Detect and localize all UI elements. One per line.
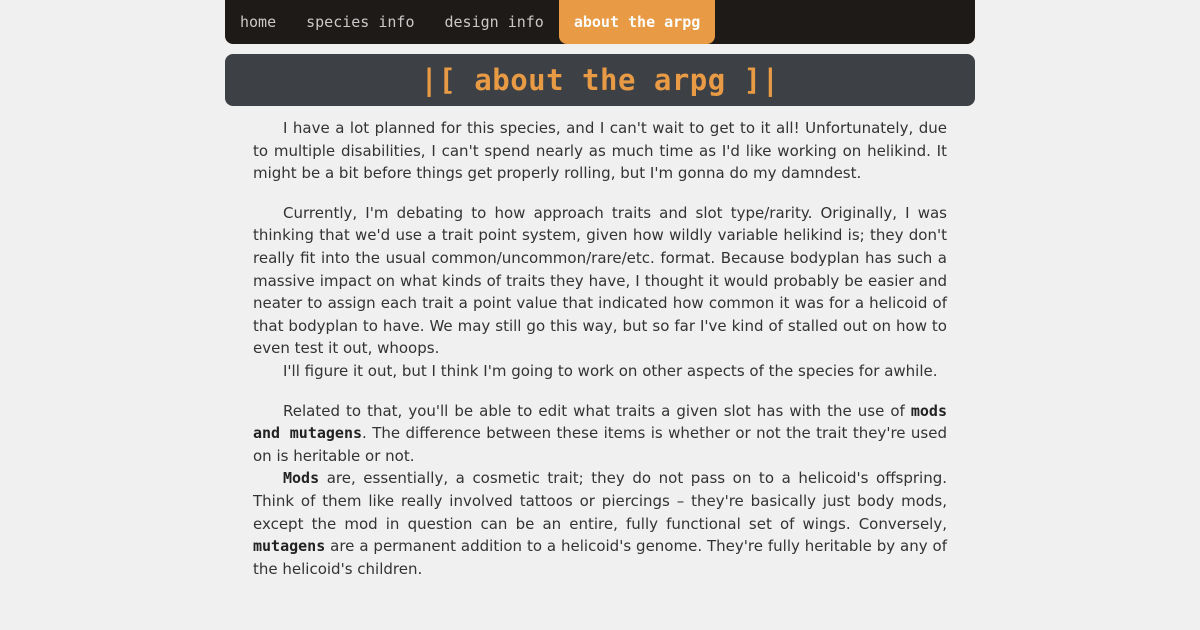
paragraph-text: are, essentially, a cosmetic trait; they do not pass on to a helicoid's offspring. Think of them like really involved tattoos or piercings – they're basically just body mods, except the mod in question can be an entire, fully functional set of wings. Conversely,	[253, 469, 947, 533]
paragraph	[253, 467, 947, 580]
nav-about-arpg-link[interactable]: about the arpg	[559, 0, 715, 44]
mods-term: Mods	[283, 469, 320, 488]
paragraph-text: Related to that, you'll be able to edit what traits a given slot has with the use of	[283, 401, 911, 420]
paragraph	[253, 400, 947, 468]
paragraph-text: are a permanent addition to a helicoid's genome. They're fully heritable by any of the helicoid's children.	[253, 537, 947, 578]
paragraph-text: . The difference between these items is whether or not the trait they're used on is heritable or not.	[253, 424, 947, 465]
page-wrapper	[225, 0, 975, 597]
paragraph-text: Currently, I'm debating to how approach traits and slot type/rarity. Originally, I was thinking that we'd use a trait point system, given how wildly variable helikind is; they don't really fit into the usual common/uncommon/rare/etc. format. Because bodyplan has such a massive impact on what kinds of traits they have, I thought it would probably be easier and neater to assign each trait a point value that indicated how common it was for a helicoid of that bodyplan to have. We may still go this way, but so far I've kind of stalled out on how to even test it out, whoops.	[253, 203, 947, 358]
paragraph	[253, 360, 947, 383]
nav-design-info-link[interactable]: design info	[444, 13, 544, 31]
paragraph-text: I have a lot planned for this species, and I can't wait to get to it all! Unfortunately, due to multiple disabilities, I can't spend nearly as much time as I'd like working on helikind. It might be a bit before things get properly rolling, but I'm gonna do my damndest.	[253, 119, 947, 183]
mods-and-mutagens-term: mods and mutagens	[253, 401, 947, 443]
nav-species-info-link[interactable]: species info	[306, 13, 415, 31]
nav-home-link[interactable]: home	[240, 13, 277, 31]
mutagens-term: mutagens	[253, 537, 326, 556]
paragraph	[253, 202, 947, 360]
top-nav	[225, 0, 975, 44]
page-title: |[ about the arpg ]|	[225, 54, 975, 106]
paragraph-text: I'll figure it out, but I think I'm going to work on other aspects of the species for awhile.	[283, 361, 938, 380]
paragraph	[253, 117, 947, 185]
main-content	[225, 117, 975, 580]
